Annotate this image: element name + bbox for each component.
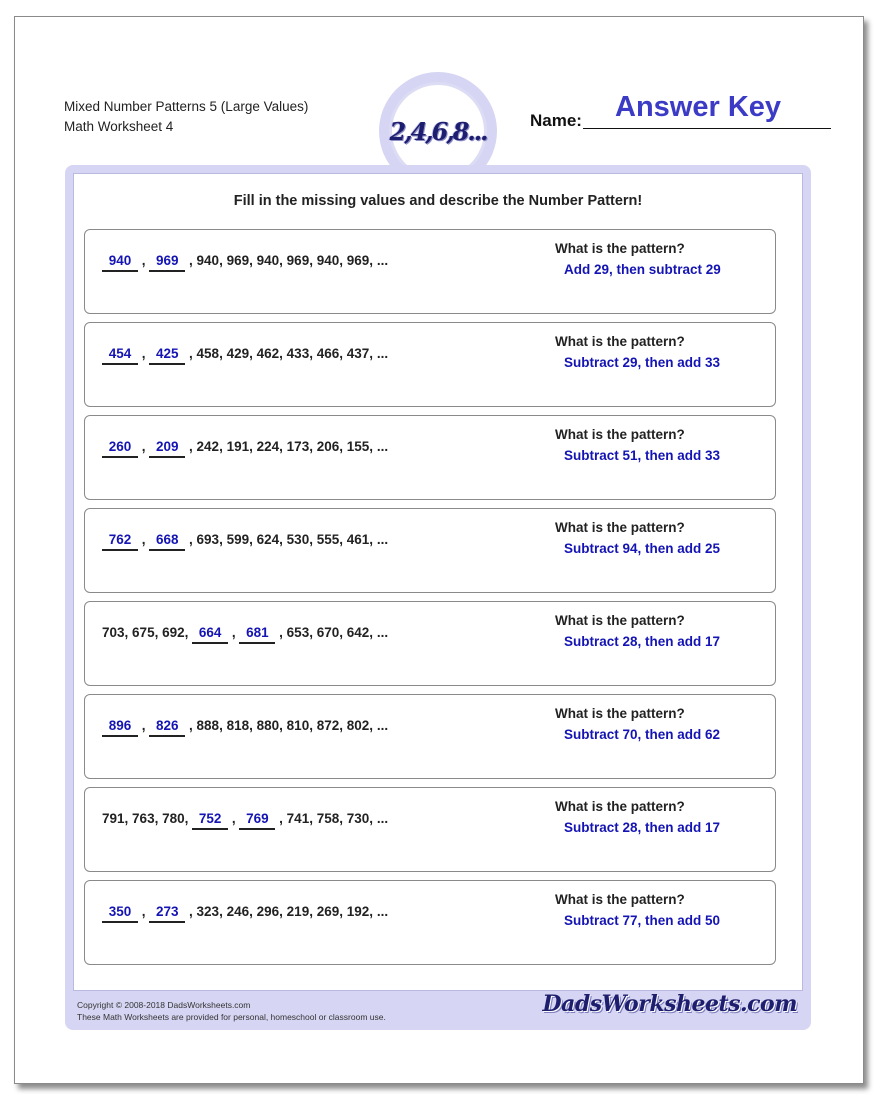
sequence-value: 155 [346,439,370,454]
sequence-value: 437 [346,346,370,361]
sequence-value: 703 [102,625,125,640]
problem-box [84,694,776,779]
problem-box [84,880,776,965]
sequence-value: 810 [286,718,310,733]
problem-box [84,229,776,314]
sequence-value: 791 [102,811,125,826]
worksheet-title: Mixed Number Patterns 5 (Large Values) [64,99,309,114]
pattern-answer[interactable]: Subtract 29, then add 33 [564,355,721,370]
answer-blank[interactable]: 826 [149,718,185,737]
number-sequence: 896 , 826 , 888, 818, 880, 810, 872, 802, ... [102,718,388,737]
number-sequence: 940 , 969 , 940, 969, 940, 969, 940, 969, ... [102,253,388,272]
problem-box [84,787,776,872]
sequence-value: 940 [196,253,220,268]
pattern-question: What is the pattern? [555,334,685,349]
sequence-value: 763 [132,811,155,826]
sequence-value: 653 [286,625,310,640]
usage-notice: These Math Worksheets are provided for personal, homeschool or classroom use. [77,1012,386,1022]
copyright-text: Copyright © 2008-2018 DadsWorksheets.com [77,1000,251,1010]
ellipsis: ... [376,346,389,361]
pattern-question: What is the pattern? [555,520,685,535]
answer-blank[interactable]: 769 [239,811,275,830]
sequence-logo-text: 2,4,6,8... [389,116,487,146]
pattern-answer[interactable]: Subtract 70, then add 62 [564,727,721,742]
answer-blank[interactable]: 425 [149,346,185,365]
answer-blank[interactable]: 940 [102,253,138,272]
pattern-question: What is the pattern? [555,427,685,442]
sequence-value: 969 [226,253,250,268]
sequence-value: 242 [196,439,220,454]
problem-box [84,322,776,407]
pattern-question: What is the pattern? [555,706,685,721]
sequence-value: 670 [316,625,340,640]
sequence-value: 692 [162,625,185,640]
answer-blank[interactable]: 350 [102,904,138,923]
worksheet-subtitle: Math Worksheet 4 [64,119,174,134]
answer-blank[interactable]: 896 [102,718,138,737]
answer-blank[interactable]: 273 [149,904,185,923]
sequence-value: 872 [316,718,340,733]
sequence-value: 462 [256,346,280,361]
sequence-value: 675 [132,625,155,640]
answer-blank[interactable]: 681 [239,625,275,644]
sequence-value: 246 [226,904,250,919]
sequence-value: 969 [346,253,370,268]
sequence-value: 429 [226,346,250,361]
sequence-value: 741 [286,811,310,826]
problem-box [84,601,776,686]
pattern-answer[interactable]: Subtract 28, then add 17 [564,820,721,835]
brand-logo: DadsWorksheets.com [542,991,797,1017]
answer-blank[interactable]: 668 [149,532,185,551]
sequence-value: 296 [256,904,280,919]
answer-key-label: Answer Key [615,91,782,123]
ellipsis: ... [376,718,389,733]
sequence-value: 802 [346,718,370,733]
problems-frame [65,165,811,1030]
ellipsis: ... [376,625,389,640]
sequence-value: 219 [286,904,310,919]
sequence-value: 599 [226,532,250,547]
sequence-value: 624 [256,532,280,547]
number-sequence: 703, 675, 692, 664 , 681 , 653, 670, 642, ... [102,625,388,644]
sequence-value: 888 [196,718,220,733]
answer-blank[interactable]: 209 [149,439,185,458]
sequence-value: 461 [346,532,370,547]
pattern-answer[interactable]: Subtract 77, then add 50 [564,913,721,928]
ellipsis: ... [376,904,389,919]
name-label: Name: [530,111,582,130]
sequence-value: 224 [256,439,280,454]
sequence-value: 730 [346,811,370,826]
sequence-value: 458 [196,346,220,361]
pattern-answer[interactable]: Subtract 94, then add 25 [564,541,721,556]
pattern-answer[interactable]: Subtract 51, then add 33 [564,448,721,463]
sequence-value: 818 [226,718,250,733]
answer-blank[interactable]: 969 [149,253,185,272]
problem-box [84,508,776,593]
sequence-value: 693 [196,532,220,547]
sequence-value: 530 [286,532,310,547]
ellipsis: ... [376,439,389,454]
pattern-answer[interactable]: Add 29, then subtract 29 [564,262,721,277]
number-sequence: 350 , 273 , 323, 246, 296, 219, 269, 192, ... [102,904,388,923]
sequence-value: 969 [286,253,310,268]
sequence-value: 466 [316,346,340,361]
worksheet-page [14,16,864,1084]
sequence-value: 323 [196,904,220,919]
sequence-value: 780 [162,811,185,826]
number-sequence: 791, 763, 780, 752 , 769 , 741, 758, 730, ... [102,811,388,830]
sequence-value: 555 [316,532,340,547]
answer-blank[interactable]: 260 [102,439,138,458]
number-sequence: 762 , 668 , 693, 599, 624, 530, 555, 461, ... [102,532,388,551]
answer-blank[interactable]: 454 [102,346,138,365]
pattern-answer[interactable]: Subtract 28, then add 17 [564,634,721,649]
problems-panel [73,173,803,991]
pattern-question: What is the pattern? [555,613,685,628]
instructions: Fill in the missing values and describe the Number Pattern! [233,193,643,209]
sequence-value: 642 [346,625,370,640]
problem-box [84,415,776,500]
sequence-value: 206 [316,439,340,454]
pattern-question: What is the pattern? [555,241,685,256]
ellipsis: ... [376,811,389,826]
sequence-value: 192 [346,904,370,919]
sequence-value: 191 [226,439,250,454]
sequence-value: 940 [316,253,340,268]
number-sequence: 454 , 425 , 458, 429, 462, 433, 466, 437, ... [102,346,388,365]
name-line [583,128,831,129]
answer-blank[interactable]: 762 [102,532,138,551]
sequence-value: 433 [286,346,310,361]
answer-blank[interactable]: 752 [192,811,228,830]
sequence-value: 880 [256,718,280,733]
sequence-value: 173 [286,439,310,454]
pattern-question: What is the pattern? [555,799,685,814]
sequence-value: 940 [256,253,280,268]
answer-blank[interactable]: 664 [192,625,228,644]
ellipsis: ... [376,253,389,268]
footer-text [77,999,386,1023]
sequence-value: 758 [316,811,340,826]
ellipsis: ... [376,532,389,547]
sequence-value: 269 [316,904,340,919]
number-sequence: 260 , 209 , 242, 191, 224, 173, 206, 155, ... [102,439,388,458]
pattern-question: What is the pattern? [555,892,685,907]
